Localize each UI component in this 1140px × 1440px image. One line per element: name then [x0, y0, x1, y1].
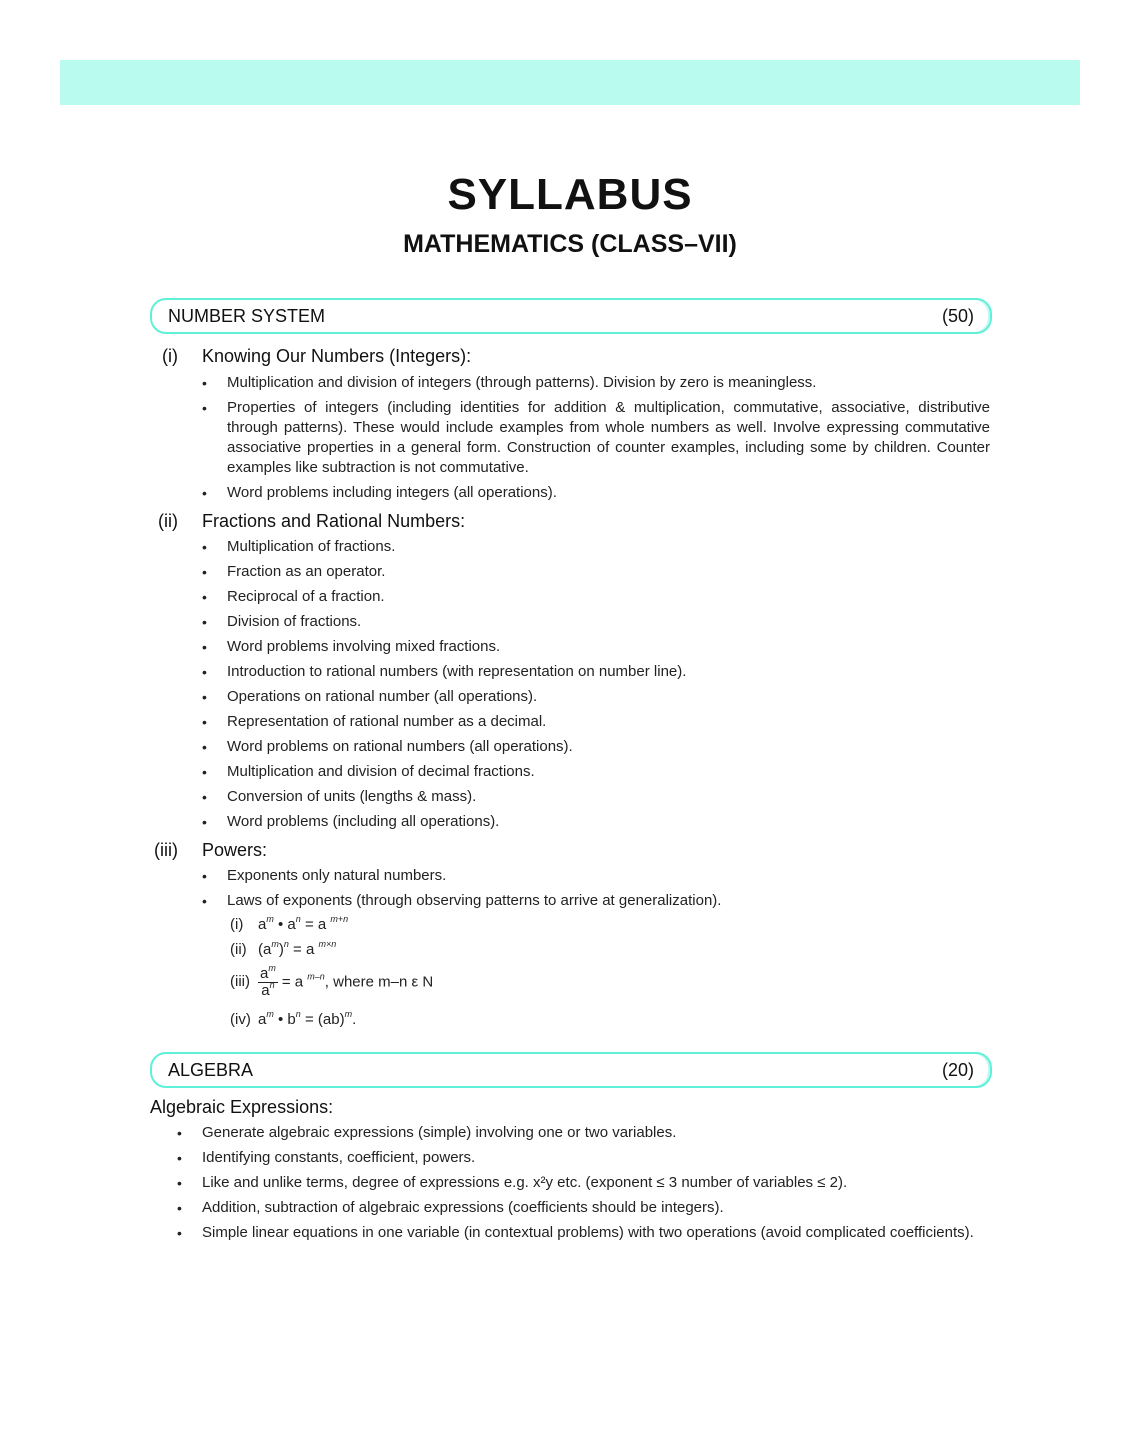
top-decorative-band [60, 60, 1080, 105]
section-bar-number-system [150, 298, 992, 334]
topic-number: (i) [162, 346, 178, 366]
law-condition: , where m–n ε N [324, 973, 434, 991]
list-item: • Word problems on rational numbers (all operations). [202, 737, 990, 757]
topic-items-integers [202, 373, 990, 508]
list-item: • Addition, subtraction of algebraic expressions (coefficients should be integers). [177, 1198, 990, 1218]
section-marks: (50) [941, 305, 974, 326]
topic-number: (iii) [154, 840, 178, 860]
exponent-law-4: (iv) $a^m$ • $b^n = (ab)^m$. [230, 1009, 357, 1028]
list-item: • Identifying constants, coefficient, powers. [177, 1148, 990, 1168]
law-number: (iii) [230, 973, 250, 991]
law-number: (ii) [230, 941, 247, 958]
list-item: • Like and unlike terms, degree of expressions e.g. x²y etc. (exponent ≤ 3 number of variables ≤ 2). [177, 1173, 990, 1193]
list-item: • Word problems (including all operations). [202, 812, 990, 832]
list-item: • Multiplication and division of decimal fractions. [202, 762, 990, 782]
law-number: (iv) [230, 1011, 251, 1028]
section-bar-algebra [150, 1052, 992, 1088]
algebra-heading: Algebraic Expressions: [150, 1097, 334, 1117]
topic-items-fractions [202, 537, 990, 837]
section-label: NUMBER SYSTEM [168, 305, 326, 326]
algebra-items [177, 1123, 990, 1248]
list-item: • Introduction to rational numbers (with representation on number line). [202, 662, 990, 682]
list-item: • Conversion of units (lengths & mass). [202, 787, 990, 807]
list-item: • Operations on rational number (all operations). [202, 687, 990, 707]
list-item: • Word problems involving mixed fractions. [202, 637, 990, 657]
law-number: (i) [230, 916, 244, 933]
exponent-law-2: (ii) $(a^m)^n = a$ $^{m\times n}$ [230, 939, 337, 958]
section-label: ALGEBRA [168, 1059, 254, 1080]
list-item: • Multiplication of fractions. [202, 537, 990, 557]
list-item: • Reciprocal of a fraction. [202, 587, 990, 607]
page-subtitle: MATHEMATICS (CLASS–VII) [403, 230, 737, 258]
section-marks: (20) [941, 1059, 974, 1080]
topic-heading: Powers: [202, 840, 268, 860]
topic-heading: Fractions and Rational Numbers: [202, 511, 466, 531]
list-item: • Representation of rational number as a decimal. [202, 712, 990, 732]
topic-items-powers [202, 866, 990, 916]
list-item: • Multiplication and division of integers (through patterns). Division by zero is meaningless. [202, 373, 990, 393]
fraction: $\frac{a^m}{a^n}$ [260, 963, 276, 999]
topic-heading: Knowing Our Numbers (Integers): [202, 346, 472, 366]
list-item: • Laws of exponents (through observing patterns to arrive at generalization). [202, 891, 990, 911]
list-item: • Word problems including integers (all operations). [202, 483, 990, 503]
list-item: • Properties of integers (including identities for addition & multiplication, commutative, associative, distributive through patterns). These would include examples from whole numbers as well. Involve expressing commutative associative properties in a general form. Construction of counter examples, including some by children. Counter examples like subtraction is not commutative. [202, 398, 990, 478]
list-item: • Exponents only natural numbers. [202, 866, 990, 886]
list-item: • Generate algebraic expressions (simple) involving one or two variables. [177, 1123, 990, 1143]
list-item: • Fraction as an operator. [202, 562, 990, 582]
exponent-law-1: (i) $a^m$ • $a^n = a$ $^{m+n}$ [230, 914, 349, 933]
page-title: SYLLABUS [447, 170, 693, 219]
list-item: • Simple linear equations in one variable (in contextual problems) with two operations (avoid complicated coefficients). [177, 1223, 990, 1243]
exponent-law-3: (iii) $\frac{a^m}{a^n}$ = a $^{m-n}$, where m–n ε N [230, 963, 434, 999]
topic-number: (ii) [158, 511, 178, 531]
list-item: • Division of fractions. [202, 612, 990, 632]
